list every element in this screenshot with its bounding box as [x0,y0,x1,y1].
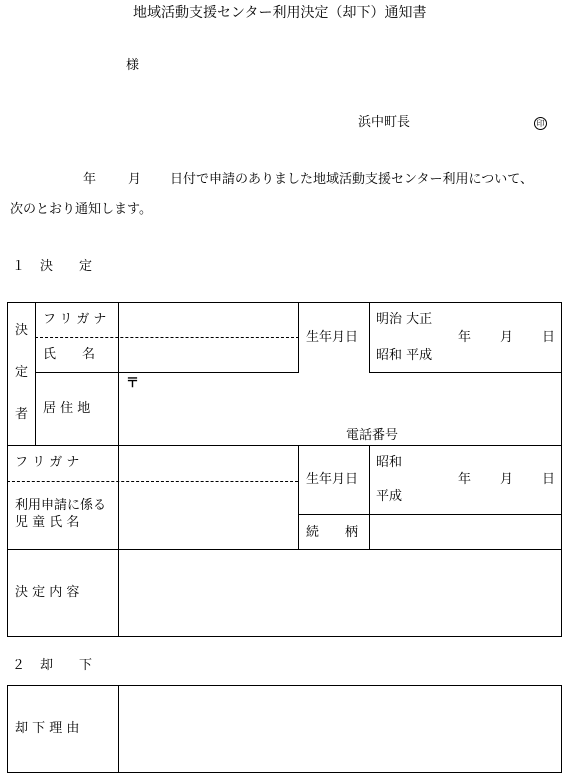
child-birthdate-label: 生年月日 [306,472,359,487]
date-day: 日 [542,330,556,345]
body-year-label: 年 [83,172,97,187]
relationship-label: 続 柄 [306,525,359,540]
child-date-year: 年 [458,472,472,487]
issuer-name: 浜中町長 [358,115,411,130]
seal-icon: 印 [534,117,547,130]
body-line2-text: 次のとおり通知します。 [10,202,152,217]
child-name-label-line1: 利用申請に係る [15,498,107,513]
section1-heading: 決 定 [40,259,93,274]
body-month-label: 月 [128,172,142,187]
decider-vertical-2: 定 [15,365,29,380]
child-furigana-label: フ リ ガ ナ [15,455,80,470]
document-title: 地域活動支援センター利用決定（却下）通知書 [133,5,427,21]
addressee-suffix: 様 [126,58,140,73]
child-era-row2: 平成 [376,489,403,504]
body-line1-text: 日付で申請のありました地域活動支援センター利用について、 [170,172,533,187]
phone-label: 電話番号 [346,428,399,443]
date-month: 月 [500,330,514,345]
decider-vertical-1: 決 [15,323,29,338]
decider-vertical-3: 者 [15,407,29,422]
furigana-label: フリガナ [43,312,111,327]
child-name-label-line2: 児 童 氏 名 [15,515,80,530]
child-date-day: 日 [542,472,556,487]
section2-heading: 却 下 [40,658,93,673]
era-options-row2: 昭和 平成 [376,348,433,363]
birthdate-label: 生年月日 [306,330,359,345]
address-label: 居 住 地 [43,401,91,416]
date-year: 年 [458,330,472,345]
section2-number: ２ [12,658,26,673]
section1-number: １ [12,259,26,274]
child-era-row1: 昭和 [376,455,403,470]
decision-content-label: 決 定 内 容 [15,585,80,600]
name-label: 氏 名 [43,347,96,362]
rejection-reason-label: 却 下 理 由 [15,721,80,736]
era-options-row1: 明治 大正 [376,312,433,327]
postal-mark: 〒 [126,376,140,391]
child-date-month: 月 [500,472,514,487]
